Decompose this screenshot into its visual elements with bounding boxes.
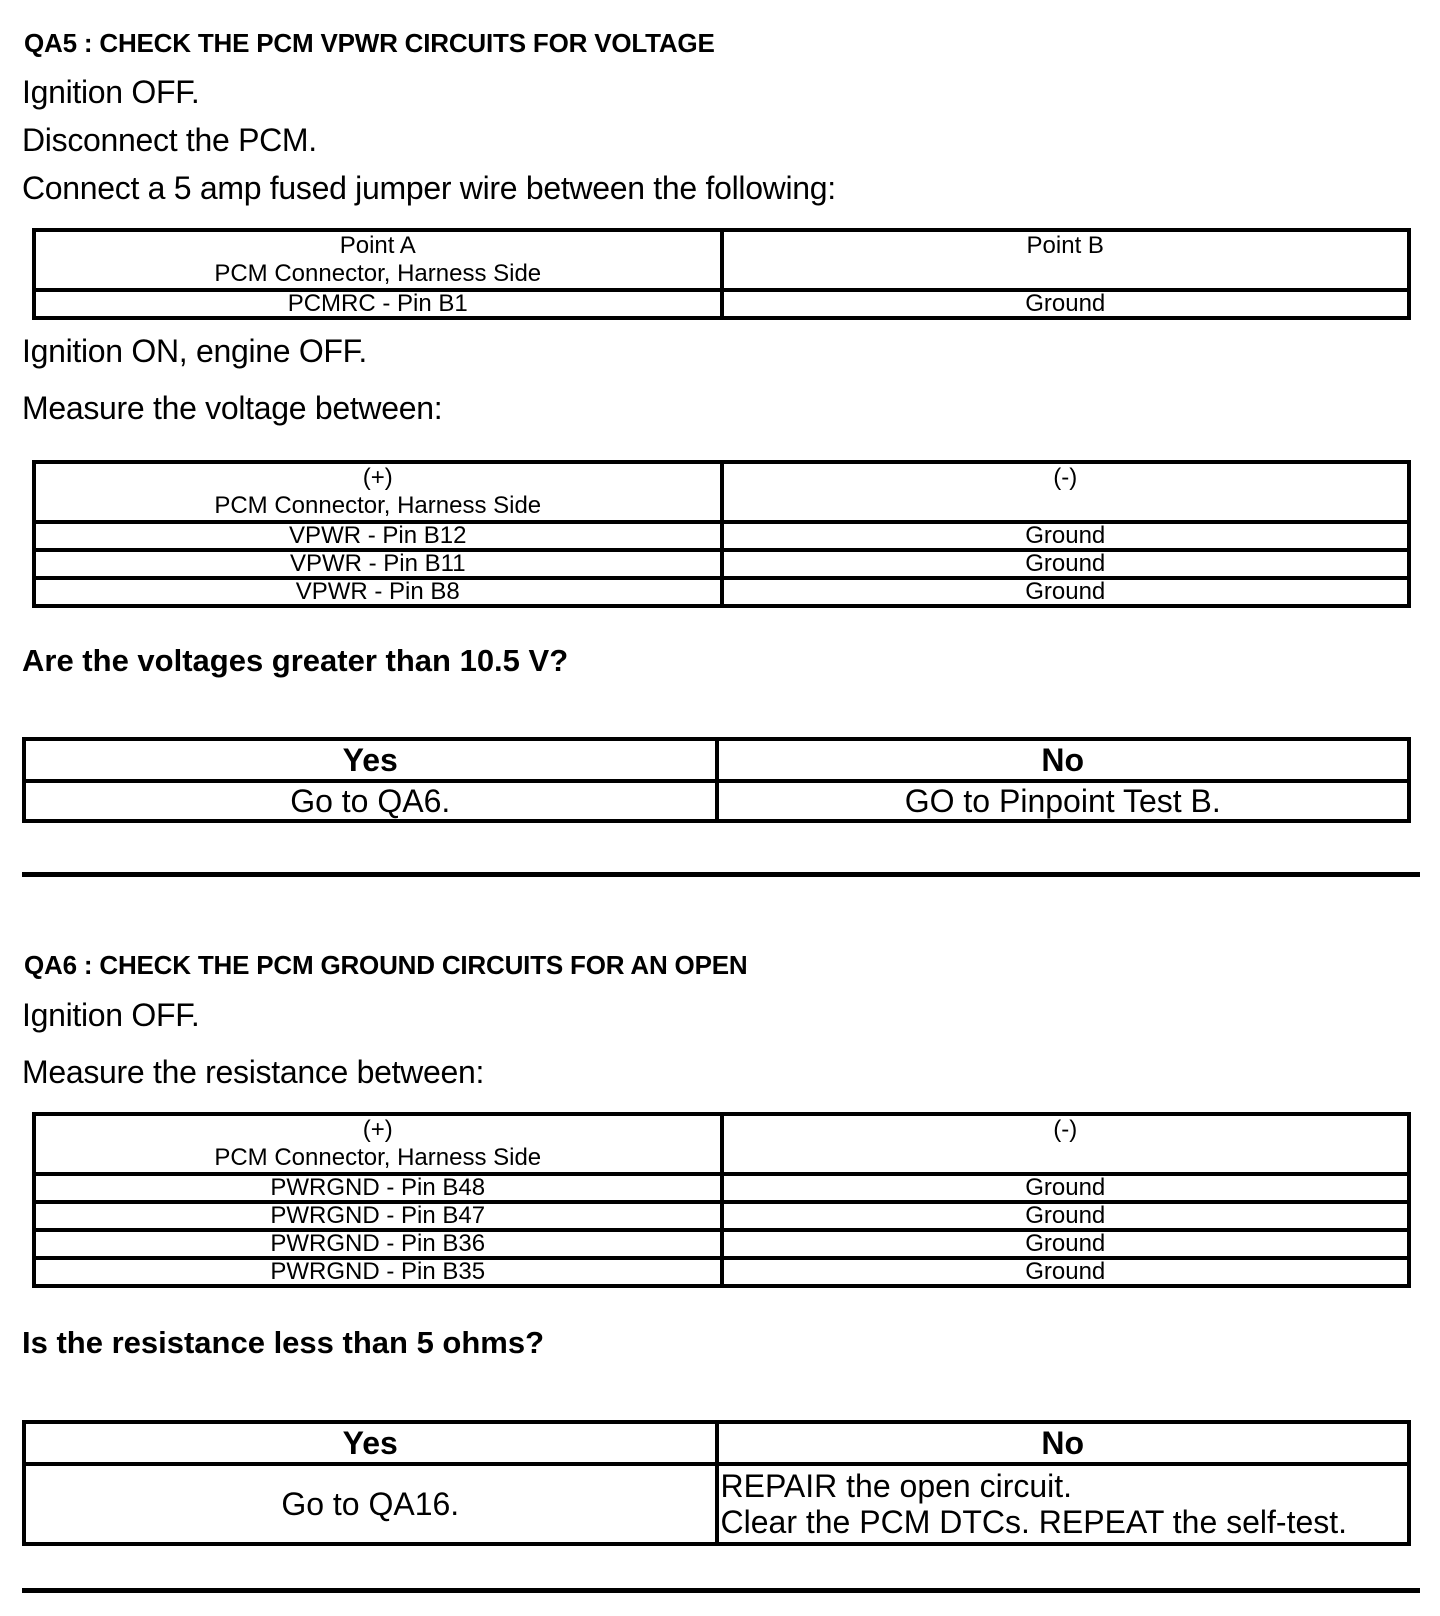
- yes-action: Go to QA6.: [24, 781, 717, 821]
- table-row: [34, 550, 1409, 578]
- header-label: Point B: [1026, 232, 1104, 259]
- table-row: [34, 578, 1409, 606]
- step-text: Disconnect the PCM.: [22, 122, 317, 158]
- no-action: GO to Pinpoint Test B.: [717, 781, 1410, 821]
- header-label: (-): [1053, 464, 1078, 491]
- table-row: [34, 1258, 1409, 1286]
- result-table: [22, 737, 1411, 823]
- table-row: [34, 522, 1409, 550]
- step-text: Connect a 5 amp fused jumper wire between the following:: [22, 170, 836, 206]
- pin-cell: VPWR - Pin B12: [34, 522, 722, 550]
- ground-cell: Ground: [722, 578, 1410, 606]
- table-row: [34, 1174, 1409, 1202]
- pin-cell: PWRGND - Pin B47: [34, 1202, 722, 1230]
- section-heading-qa6: QA6 : CHECK THE PCM GROUND CIRCUITS FOR AN OPEN: [24, 950, 748, 980]
- ground-cell: Ground: [722, 1174, 1410, 1202]
- section-divider: [22, 1588, 1420, 1593]
- pin-cell: VPWR - Pin B11: [34, 550, 722, 578]
- no-action-line: Clear the PCM DTCs. REPEAT the self-test.: [720, 1504, 1348, 1540]
- pin-cell: PWRGND - Pin B35: [34, 1258, 722, 1286]
- question-text: Are the voltages greater than 10.5 V?: [22, 643, 569, 678]
- header-cell: [722, 230, 1410, 290]
- ground-cell: Ground: [722, 1202, 1410, 1230]
- header-cell: [34, 1114, 722, 1174]
- header-label: (+): [362, 1116, 393, 1143]
- voltage-measure-table: [32, 460, 1411, 608]
- header-cell: [34, 462, 722, 522]
- pin-cell: PWRGND - Pin B48: [34, 1174, 722, 1202]
- step-text: Measure the resistance between:: [22, 1054, 485, 1090]
- section-divider: [22, 872, 1420, 877]
- jumper-table: [32, 228, 1411, 320]
- step-text: Ignition OFF.: [22, 997, 200, 1033]
- table-row: [34, 290, 1409, 318]
- no-action: [717, 1464, 1410, 1544]
- ground-cell: Ground: [722, 290, 1410, 318]
- step-text: Ignition ON, engine OFF.: [22, 333, 367, 369]
- no-header: No: [717, 739, 1410, 781]
- pin-cell: PWRGND - Pin B36: [34, 1230, 722, 1258]
- pin-cell: PCMRC - Pin B1: [34, 290, 722, 318]
- no-header: No: [717, 1422, 1410, 1464]
- header-sublabel: PCM Connector, Harness Side: [214, 492, 542, 519]
- header-label: (-): [1053, 1116, 1078, 1143]
- section-heading-qa5: QA5 : CHECK THE PCM VPWR CIRCUITS FOR VOLTAGE: [24, 28, 715, 58]
- ground-cell: Ground: [722, 1230, 1410, 1258]
- header-cell: [722, 1114, 1410, 1174]
- header-label: Point A: [339, 232, 416, 259]
- header-cell: [34, 230, 722, 290]
- yes-header: Yes: [24, 739, 717, 781]
- header-label: (+): [362, 464, 393, 491]
- table-row: [34, 1230, 1409, 1258]
- resistance-measure-table: [32, 1112, 1411, 1288]
- question-text: Is the resistance less than 5 ohms?: [22, 1325, 545, 1360]
- header-sublabel: PCM Connector, Harness Side: [214, 260, 542, 287]
- yes-header: Yes: [24, 1422, 717, 1464]
- no-action-line: REPAIR the open circuit.: [720, 1468, 1073, 1504]
- ground-cell: Ground: [722, 550, 1410, 578]
- pin-cell: VPWR - Pin B8: [34, 578, 722, 606]
- table-row: [34, 1202, 1409, 1230]
- result-table: [22, 1420, 1411, 1546]
- header-sublabel: PCM Connector, Harness Side: [214, 1144, 542, 1171]
- step-text: Measure the voltage between:: [22, 390, 443, 426]
- header-cell: [722, 462, 1410, 522]
- ground-cell: Ground: [722, 1258, 1410, 1286]
- step-text: Ignition OFF.: [22, 74, 200, 110]
- yes-action: Go to QA16.: [24, 1464, 717, 1544]
- ground-cell: Ground: [722, 522, 1410, 550]
